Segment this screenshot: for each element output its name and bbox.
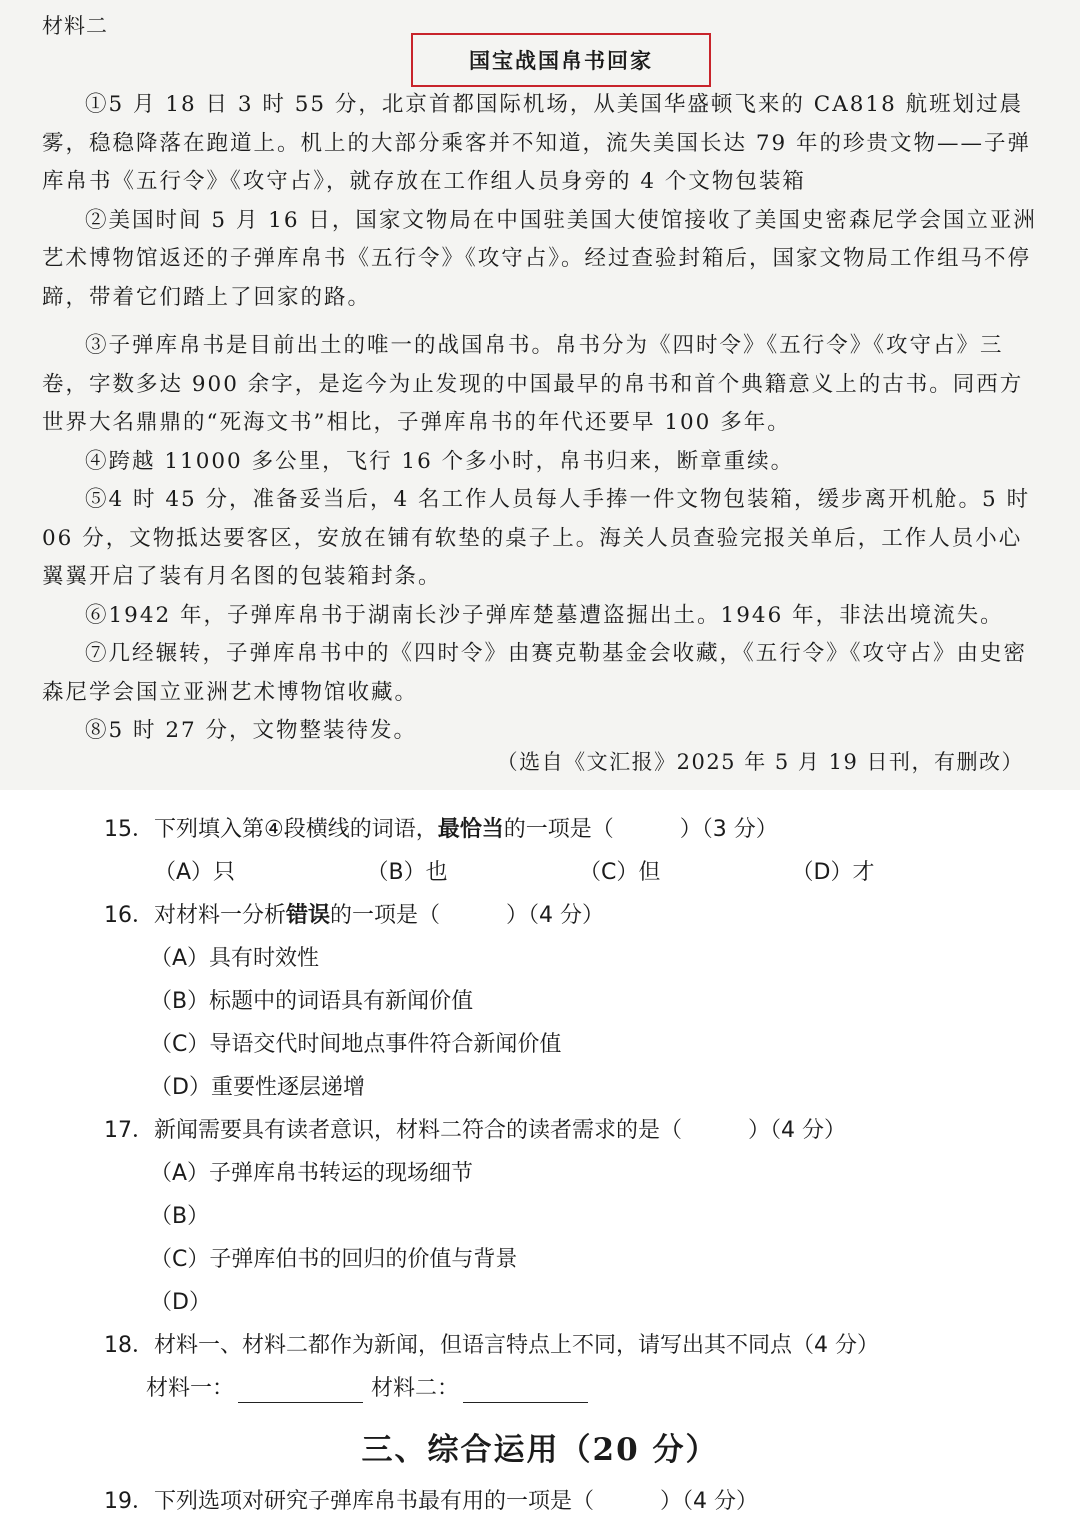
material-label: 材料二: [42, 14, 108, 38]
question-16: [104, 894, 1004, 937]
question-text: 下列填入第④段横线的词语，: [154, 817, 438, 842]
question-19: [104, 1480, 758, 1523]
question-text: 对材料一分析: [154, 903, 287, 928]
option-b[interactable]: （B）标题中的词语具有新闻价值: [150, 989, 474, 1014]
question-emphasis: 错误: [286, 903, 331, 928]
option-d[interactable]: （D）重要性逐层递增: [150, 1075, 365, 1100]
question-number: 16．: [104, 903, 154, 928]
article-body: [42, 86, 1042, 751]
answer-blank-2[interactable]: [463, 1376, 588, 1403]
paragraph-1: ①5 月 18 日 3 时 55 分，北京首都国际机场，从美国华盛顿飞来的 CA818 航班划过晨雾，稳稳降落在跑道上。机上的大部分乘客并不知道，流失美国长达 79 年的珍贵文物——子弹库帛书《五行令》《攻守占》，就存放在工作组人员身旁的 4 个文物包装箱: [42, 92, 1032, 194]
option-b[interactable]: （B）: [150, 1204, 210, 1229]
paragraph-6: ⑥1942 年，子弹库帛书于湖南长沙子弹库楚墓遭盗掘出土。1946 年，非法出境流失。: [85, 602, 1004, 628]
question-15-options: [104, 851, 1004, 894]
question-text-tail: 的一项是（ ）（3 分）: [503, 817, 778, 842]
question-number: 17．: [104, 1118, 154, 1143]
question-15: [104, 808, 1004, 851]
answer-label-2: 材料二：: [371, 1376, 460, 1401]
paragraph-2: ②美国时间 5 月 16 日，国家文物局在中国驻美国大使馆接收了美国史密森尼学会国立亚洲艺术博物馆返还的子弹库帛书《五行令》《攻守占》。经过查验封箱后，国家文物局工作组马不停蹄，带着它们踏上了回家的路。: [42, 207, 1037, 310]
option-d[interactable]: （D）: [150, 1290, 211, 1315]
article-source: （选自《文汇报》2025 年 5 月 19 日刊，有删改）: [496, 750, 1024, 774]
paragraph-4: ④跨越 11000 多公里，飞行 16 个多小时，帛书归来，断章重续。: [85, 448, 795, 474]
question-number: 19．: [104, 1489, 154, 1514]
question-emphasis: 最恰当: [437, 817, 504, 842]
option-b[interactable]: （B）也: [366, 860, 448, 885]
article-title: 国宝战国帛书回家: [469, 48, 653, 73]
question-number: 18．: [104, 1333, 154, 1358]
section-heading: 三、综合运用（20 分）: [361, 1432, 719, 1468]
question-17: [104, 1109, 1004, 1152]
paragraph-3: ③子弹库帛书是目前出土的唯一的战国帛书。帛书分为《四时令》《五行令》《攻守占》三卷，字数多达 900 余字，是迄今为止发现的中国最早的帛书和首个典籍意义上的古书。同西方世界大名鼎鼎的“死海文书”相比，子弹库帛书的年代还要早 100 多年。: [42, 333, 1024, 435]
question-text: 材料一、材料二都作为新闻，但语言特点上不同，请写出其不同点（4 分）: [154, 1333, 879, 1358]
option-a[interactable]: （A）只: [154, 860, 236, 885]
question-text: 新闻需要具有读者意识，材料二符合的读者需求的是（ ）（4 分）: [154, 1118, 846, 1143]
option-d[interactable]: （D）才: [791, 860, 875, 885]
answer-label-1: 材料一：: [146, 1376, 235, 1401]
option-a[interactable]: （A）子弹库帛书转运的现场细节: [150, 1161, 474, 1186]
option-c[interactable]: （C）但: [579, 860, 661, 885]
paragraph-5: ⑤4 时 45 分，准备妥当后，4 名工作人员每人手捧一件文物包装箱，缓步离开机舱。5 时 06 分，文物抵达要客区，安放在铺有软垫的桌子上。海关人员查验完报关单后，工作人员小心翼翼开启了装有月名图的包装箱封条。: [42, 487, 1031, 589]
question-text-tail: 的一项是（ ）（4 分）: [330, 903, 605, 928]
paragraph-7: ⑦几经辗转，子弹库帛书中的《四时令》由赛克勒基金会收藏，《五行令》《攻守占》由史密森尼学会国立亚洲艺术博物馆收藏。: [42, 641, 1028, 705]
answer-blank-1[interactable]: [238, 1376, 363, 1403]
question-text: 下列选项对研究子弹库帛书最有用的一项是（ ）（4 分）: [154, 1489, 758, 1514]
article-title-box: [411, 33, 711, 87]
option-c[interactable]: （C）子弹库伯书的回归的价值与背景: [150, 1247, 518, 1272]
question-18: [104, 1324, 1004, 1367]
questions-block: [104, 808, 1004, 1410]
option-a[interactable]: （A）具有时效性: [150, 946, 320, 971]
option-c[interactable]: （C）导语交代时间地点事件符合新闻价值: [150, 1032, 562, 1057]
paragraph-8: ⑧5 时 27 分，文物整装待发。: [85, 718, 418, 743]
answer-line: [104, 1367, 1004, 1410]
question-number: 15．: [104, 817, 154, 842]
